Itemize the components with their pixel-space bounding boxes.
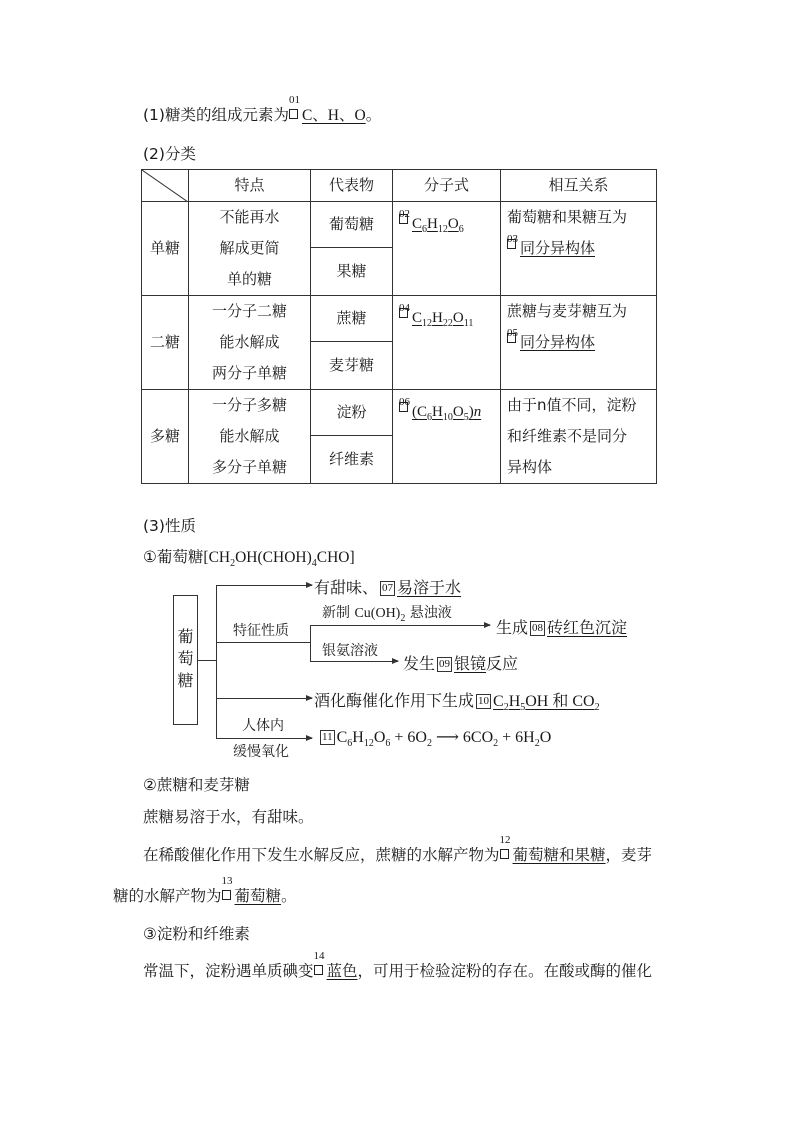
- section-1-line: (1)糖类的组成元素为 01 C、H、O。: [143, 94, 382, 124]
- corner-cell: [142, 170, 189, 202]
- branch-1: 有甜味、 07 易溶于水: [314, 578, 462, 597]
- branch-3: 酒化酶催化作用下生成 10 $C_2H_5OH$ 和 $CO_2$: [314, 691, 600, 714]
- rep-cell: 纤维素: [311, 436, 393, 484]
- rep-cell: 蔗糖: [311, 296, 393, 342]
- section-sucrose-title: ②蔗糖和麦芽糖: [143, 776, 250, 794]
- answer-blank: 01 C、H、O: [288, 94, 366, 124]
- rep-cell: 淀粉: [311, 390, 393, 436]
- type-cell: 多糖: [142, 390, 189, 484]
- rep-cell: 葡萄糖: [311, 202, 393, 248]
- formula-cell: 02 $C_6H_{12}O_6$: [393, 202, 501, 296]
- starch-line-1: 常温下，淀粉遇单质碘变 14 蓝色，可用于检验淀粉的存在。在酸或酶的催化: [143, 950, 653, 980]
- sucrose-line-3: 糖的水解产物为 13 葡萄糖。: [113, 875, 297, 905]
- feature-cell: 一分子多糖 能水解成 多分子单糖: [189, 390, 311, 484]
- branch-4-label-bottom: 缓慢氧化: [233, 744, 289, 760]
- sucrose-line-1: 蔗糖易溶于水，有甜味。: [143, 808, 314, 826]
- root-box: 葡萄糖: [173, 595, 198, 725]
- glucose-title: ①葡萄糖$[CH_2OH(CHOH)_4CHO]$: [143, 548, 355, 570]
- branch-4-label-top: 人体内: [242, 718, 284, 734]
- section-starch-title: ③淀粉和纤维素: [143, 925, 250, 943]
- branch-2a: 生成 08 砖红色沉淀: [496, 618, 628, 637]
- header-cell: 相互关系: [501, 170, 657, 202]
- rep-cell: 麦芽糖: [311, 342, 393, 390]
- branch-2-label: 特征性质: [233, 623, 289, 639]
- relation-cell: 葡萄糖和果糖互为 03 同分异构体: [501, 202, 657, 296]
- header-cell: 分子式: [393, 170, 501, 202]
- section-3-title: (3)性质: [143, 517, 196, 535]
- branch-2b: 发生 09 银镜反应: [403, 654, 519, 673]
- formula-cell: 06 $(C_6H_{10}O_5)n$: [393, 390, 501, 484]
- branch-2a-label: 新制 $Cu(OH)_2$ 悬浊液: [322, 605, 452, 624]
- feature-cell: 不能再水 解成更简 单的糖: [189, 202, 311, 296]
- branch-4: 11 $C_6H_{12}O_6 + 6O_2$ ⟶ $6CO_2 + 6H_2O$: [322, 729, 552, 750]
- relation-cell: 由于n值不同，淀粉 和纤维素不是同分 异构体: [501, 390, 657, 484]
- sucrose-line-2: 在稀酸催化作用下发生水解反应，蔗糖的水解产物为 12 葡萄糖和果糖，麦芽: [143, 834, 653, 864]
- relation-cell: 蔗糖与麦芽糖互为 05 同分异构体: [501, 296, 657, 390]
- header-cell: 特点: [189, 170, 311, 202]
- classification-table: [141, 169, 657, 484]
- feature-cell: 一分子二糖 能水解成 两分子单糖: [189, 296, 311, 390]
- section-2-title: (2)分类: [143, 145, 196, 163]
- type-cell: 二糖: [142, 296, 189, 390]
- type-cell: 单糖: [142, 202, 189, 296]
- header-cell: 代表物: [311, 170, 393, 202]
- rep-cell: 果糖: [311, 248, 393, 296]
- branch-2b-label: 银氨溶液: [322, 643, 378, 659]
- formula-cell: 04 $C_{12}H_{22}O_{11}$: [393, 296, 501, 390]
